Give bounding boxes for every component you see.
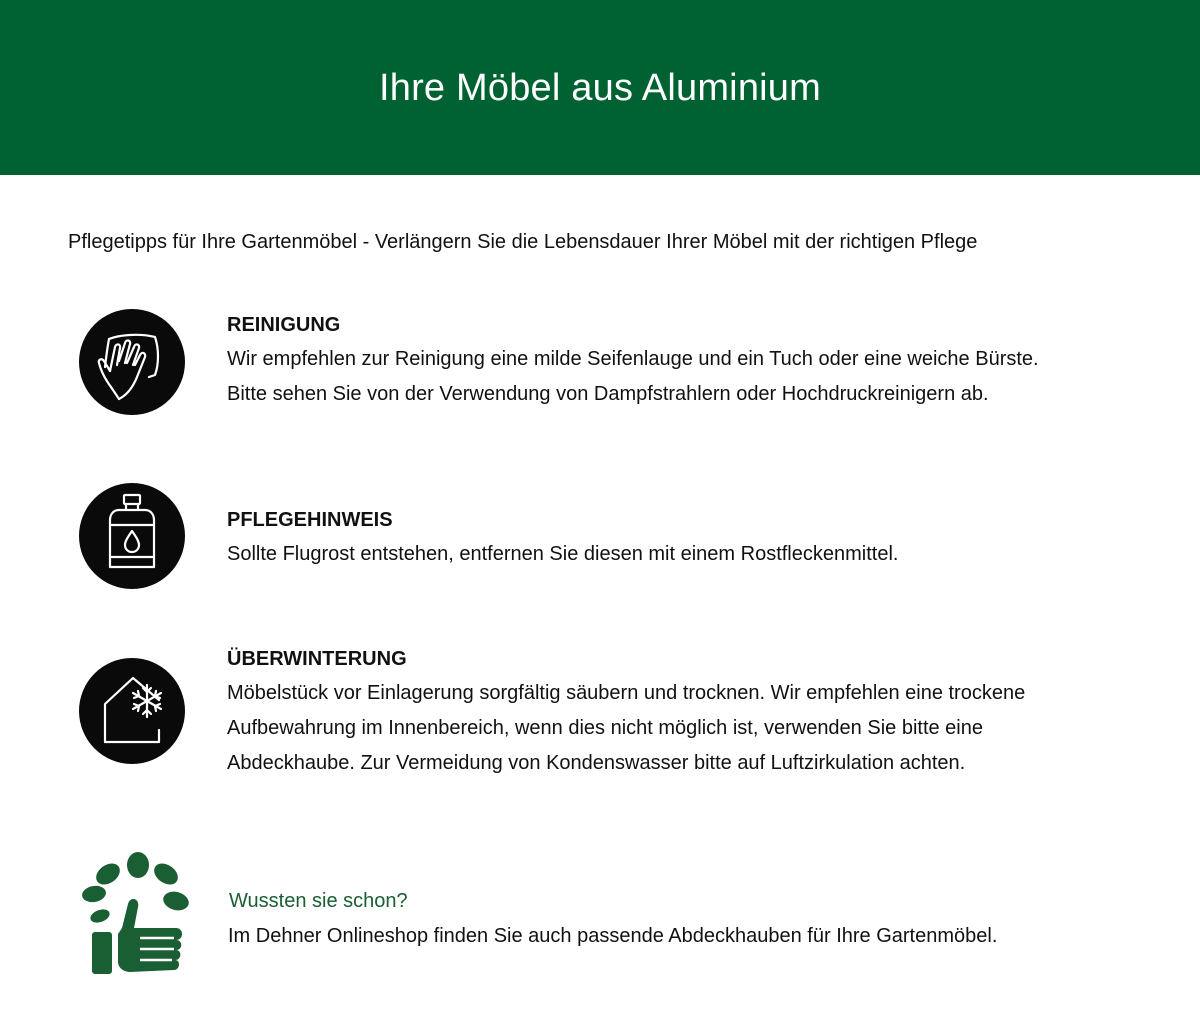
text-line: Sollte Flugrost entstehen, entfernen Sie diesen mit einem Rostfleckenmittel. <box>227 543 899 565</box>
bottle-drop-icon <box>79 483 185 589</box>
section-text <box>227 537 1167 572</box>
section-title: ÜBERWINTERUNG <box>227 648 407 670</box>
page-title: Ihre Möbel aus Aluminium <box>378 67 821 109</box>
text-line: Möbelstück vor Einlagerung sorgfältig säubern und trocknen. Wir empfehlen eine trockene <box>227 682 1026 704</box>
section-text <box>227 342 1167 412</box>
tip-text: Im Dehner Onlineshop finden Sie auch passende Abdeckhauben für Ihre Gartenmöbel. <box>228 925 998 947</box>
header-banner <box>0 0 1200 175</box>
section-text <box>227 676 1167 781</box>
intro-text: Pflegetipps für Ihre Gartenmöbel - Verlängern Sie die Lebensdauer Ihrer Möbel mit der richtigen Pflege <box>68 231 978 253</box>
thumbs-up-leaves-icon <box>78 850 190 983</box>
hand-cloth-icon <box>79 309 185 415</box>
text-line: Abdeckhaube. Zur Vermeidung von Kondenswasser bitte auf Luftzirkulation achten. <box>227 752 966 774</box>
text-line: Wir empfehlen zur Reinigung eine milde Seifenlauge und ein Tuch oder eine weiche Bürste. <box>227 348 1039 370</box>
text-line: Bitte sehen Sie von der Verwendung von Dampfstrahlern oder Hochdruckreinigern ab. <box>227 383 989 405</box>
house-snowflake-icon <box>79 658 185 764</box>
tip-title: Wussten sie schon? <box>229 890 408 912</box>
text-line: Aufbewahrung im Innenbereich, wenn dies nicht möglich ist, verwenden Sie bitte eine <box>227 717 983 739</box>
section-title: REINIGUNG <box>227 314 341 336</box>
section-title: PFLEGEHINWEIS <box>227 509 393 531</box>
